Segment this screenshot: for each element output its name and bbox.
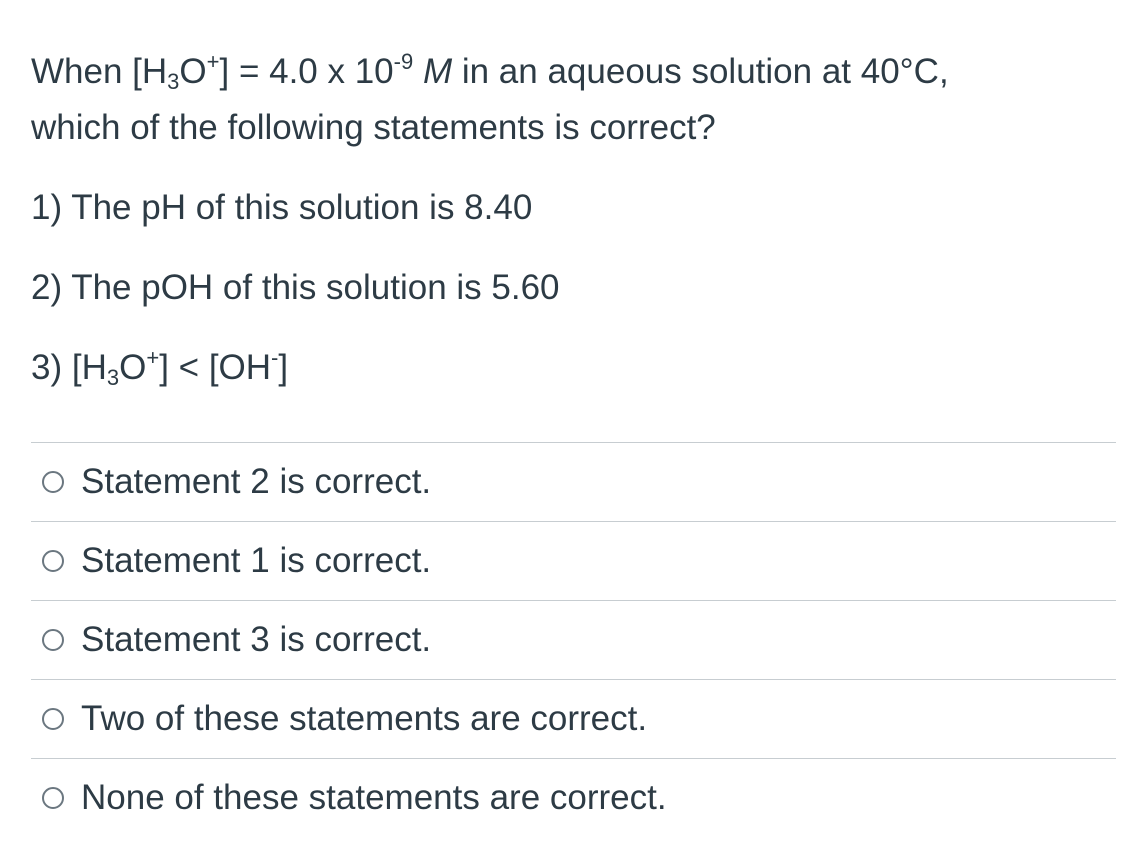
answer-option-3[interactable] [31,600,1116,679]
answer-label: None of these statements are correct. [81,778,667,817]
answer-option-1[interactable] [31,442,1116,521]
statement-1: 1) The pH of this solution is 8.40 [31,188,533,227]
question-stem [31,44,1111,156]
answer-option-2[interactable] [31,521,1116,600]
answer-label: Statement 2 is correct. [81,462,432,501]
statement-superscript: - [271,345,279,370]
statement-2: 2) The pOH of this solution is 5.60 [31,268,560,307]
answer-option-5[interactable] [31,758,1116,837]
statement-subscript: 3 [106,365,120,390]
radio-button[interactable] [42,708,64,730]
statement-text: ] < [OH [159,348,272,387]
stem-text: in an aqueous solution at 40°C, [452,52,949,91]
stem-superscript: + [206,49,220,74]
radio-button[interactable] [42,471,64,493]
stem-superscript: -9 [393,49,414,74]
statement-text: 3) [H [31,348,107,387]
statement-superscript: + [146,345,160,370]
stem-unit: M [422,52,453,91]
stem-subscript: 3 [167,69,180,94]
stem-text: which of the following statements is correct? [31,108,716,147]
radio-button[interactable] [42,787,64,809]
question [31,44,1111,420]
radio-button[interactable] [42,629,64,651]
stem-text: ] = 4.0 x 10 [219,52,394,91]
statement-text: O [119,348,147,387]
answer-list [31,442,1116,837]
answer-option-4[interactable] [31,679,1116,758]
statement-3 [31,340,1111,396]
stem-text: When [H [31,52,168,91]
answer-label: Statement 1 is correct. [81,541,432,580]
stem-text: O [179,52,207,91]
statement-text: ] [278,348,289,387]
answer-label: Two of these statements are correct. [81,699,648,738]
radio-button[interactable] [42,550,64,572]
answer-label: Statement 3 is correct. [81,620,432,659]
